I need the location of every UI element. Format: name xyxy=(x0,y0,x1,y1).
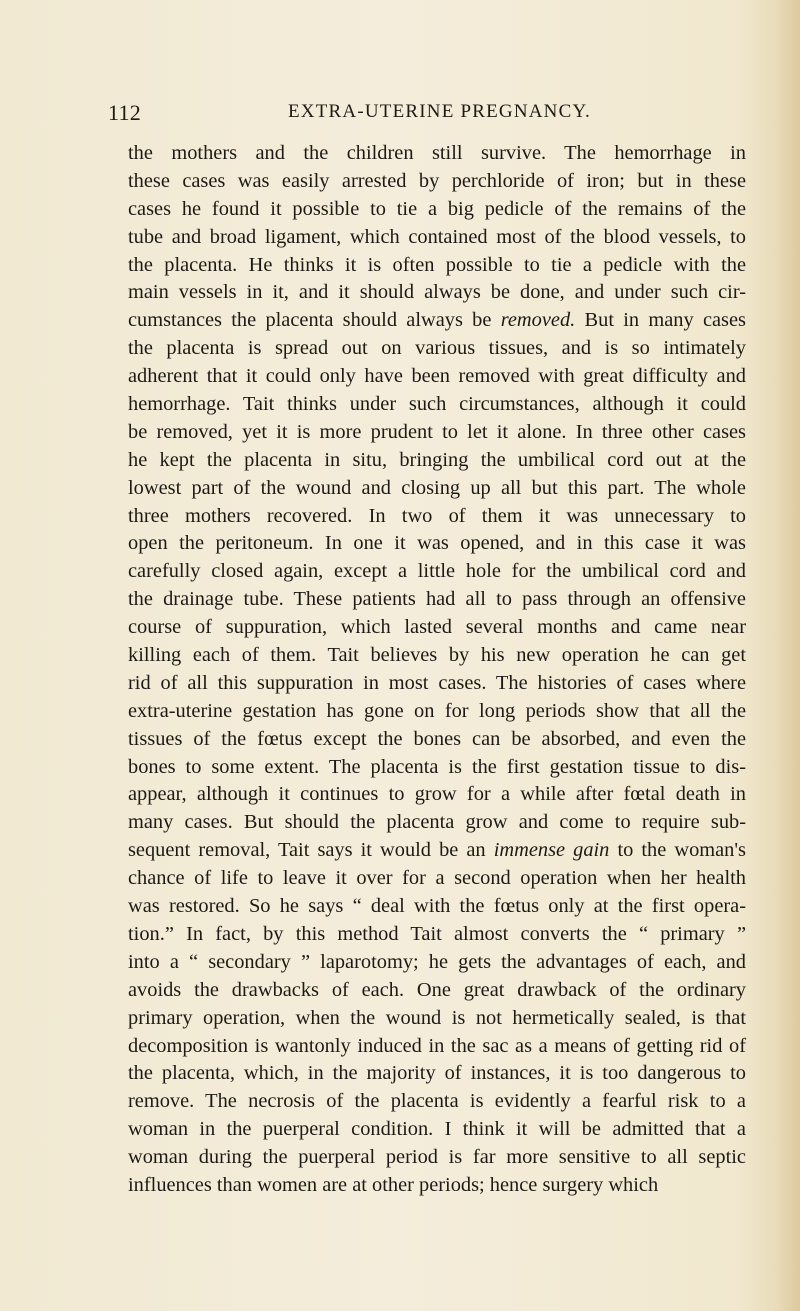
italic-text: removed. xyxy=(500,309,576,332)
text-line xyxy=(128,1033,746,1061)
text-line xyxy=(128,335,746,363)
text-line xyxy=(128,252,746,280)
text-segment: avoids the drawbacks of each. One great drawback of the ordinary xyxy=(128,978,746,1001)
text-segment: the placenta, which, in the majority of instances, it is too dangerous to xyxy=(128,1062,746,1085)
body-text xyxy=(128,140,746,1200)
text-line xyxy=(128,670,746,698)
text-segment: was restored. So he says “ deal with the fœtus only at the first opera- xyxy=(128,895,746,918)
text-line xyxy=(128,224,746,252)
text-segment: the mothers and the children still survive. The hemorrhage in xyxy=(128,142,746,164)
text-line xyxy=(128,447,746,475)
text-segment: influences than women are at other periods; hence surgery which xyxy=(128,1173,659,1196)
text-segment: to the woman's xyxy=(609,839,746,862)
text-line xyxy=(128,698,746,726)
text-segment: woman in the puerperal condition. I think it will be admitted that a xyxy=(128,1118,746,1141)
text-line xyxy=(128,1088,746,1116)
text-line xyxy=(128,809,746,837)
text-line xyxy=(128,865,746,893)
text-segment: into a “ secondary ” laparotomy; he gets the advantages of each, and xyxy=(128,950,746,973)
text-line xyxy=(128,1116,746,1144)
text-segment: cases he found it possible to tie a big pedicle of the remains of the xyxy=(128,197,746,220)
text-segment: the placenta is spread out on various tissues, and is so intimately xyxy=(128,337,746,360)
text-line xyxy=(128,1005,746,1033)
text-segment: lowest part of the wound and closing up all but this part. The whole xyxy=(128,476,746,499)
running-head xyxy=(108,100,748,130)
italic-text: immense gain xyxy=(493,839,610,862)
text-segment: decomposition is wantonly induced in the sac as a means of getting rid of xyxy=(128,1034,746,1057)
text-line xyxy=(128,419,746,447)
text-line xyxy=(128,530,746,558)
text-segment: remove. The necrosis of the placenta is evidently a fearful risk to a xyxy=(128,1090,746,1113)
text-line xyxy=(128,642,746,670)
text-segment: appear, although it continues to grow for a while after fœtal death in xyxy=(128,783,746,806)
text-line xyxy=(128,503,746,531)
text-line xyxy=(128,949,746,977)
text-segment: carefully closed again, except a little hole for the umbilical cord and xyxy=(128,560,746,583)
text-segment: hemorrhage. Tait thinks under such circumstances, although it could xyxy=(128,393,746,416)
text-segment: bones to some extent. The placenta is the first gestation tissue to dis- xyxy=(128,755,746,778)
text-line xyxy=(128,140,746,168)
text-line xyxy=(128,1144,746,1172)
text-segment: extra-uterine gestation has gone on for long periods show that all the xyxy=(128,699,746,722)
text-line xyxy=(128,893,746,921)
text-segment: the drainage tube. These patients had all to pass through an offensive xyxy=(128,588,746,611)
text-segment: woman during the puerperal period is far more sensitive to all septic xyxy=(128,1146,746,1169)
text-segment: tube and broad ligament, which contained most of the blood vessels, to xyxy=(128,225,746,248)
running-title: EXTRA-UTERINE PREGNANCY. xyxy=(288,101,591,122)
text-line xyxy=(128,558,746,586)
text-segment: three mothers recovered. In two of them it was unnecessary to xyxy=(128,504,746,527)
text-line xyxy=(128,726,746,754)
text-line xyxy=(128,475,746,503)
text-line xyxy=(128,921,746,949)
text-segment: main vessels in it, and it should always be done, and under such cir- xyxy=(128,281,746,304)
text-line xyxy=(128,196,746,224)
text-line xyxy=(128,1172,746,1200)
page-number: 112 xyxy=(108,100,142,125)
text-line xyxy=(128,837,746,865)
text-line xyxy=(128,754,746,782)
text-segment: the placenta. He thinks it is often possible to tie a pedicle with the xyxy=(128,253,746,276)
text-segment: open the peritoneum. In one it was opened, and in this case it was xyxy=(128,532,746,555)
text-segment: tissues of the fœtus except the bones can be absorbed, and even the xyxy=(128,727,746,750)
text-segment: But in many cases xyxy=(575,309,746,332)
text-segment: tion.” In fact, by this method Tait almost converts the “ primary ” xyxy=(128,922,746,945)
text-line xyxy=(128,977,746,1005)
text-segment: be removed, yet it is more prudent to let it alone. In three other cases xyxy=(128,420,746,443)
text-segment: chance of life to leave it over for a second operation when her health xyxy=(128,867,746,890)
text-segment: primary operation, when the wound is not hermetically sealed, is that xyxy=(128,1006,746,1029)
text-line xyxy=(128,391,746,419)
text-segment: course of suppuration, which lasted several months and came near xyxy=(128,616,746,639)
text-segment: many cases. But should the placenta grow and come to require sub- xyxy=(128,811,746,834)
text-line xyxy=(128,1060,746,1088)
text-segment: rid of all this suppuration in most cases. The histories of cases where xyxy=(128,671,746,694)
text-line xyxy=(128,168,746,196)
text-line xyxy=(128,781,746,809)
text-line xyxy=(128,307,746,335)
text-segment: these cases was easily arrested by perchloride of iron; but in these xyxy=(128,169,746,192)
text-segment: sequent removal, Tait says it would be an xyxy=(128,839,494,862)
text-line xyxy=(128,614,746,642)
text-line xyxy=(128,363,746,391)
text-segment: cumstances the placenta should always be xyxy=(128,309,501,332)
text-segment: he kept the placenta in situ, bringing the umbilical cord out at the xyxy=(128,448,746,471)
text-line xyxy=(128,586,746,614)
text-segment: killing each of them. Tait believes by his new operation he can get xyxy=(128,644,746,667)
text-segment: adherent that it could only have been removed with great difficulty and xyxy=(128,365,746,388)
text-line xyxy=(128,279,746,307)
